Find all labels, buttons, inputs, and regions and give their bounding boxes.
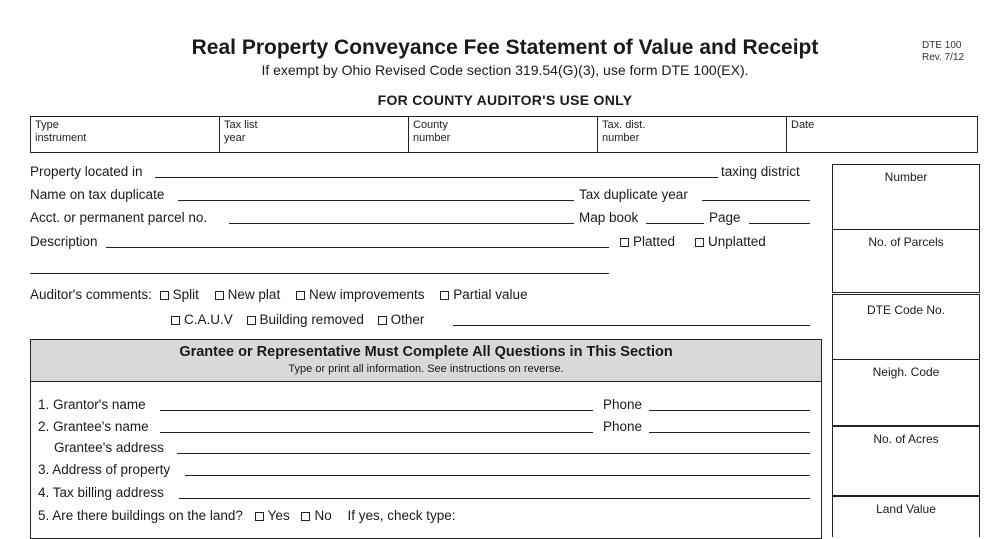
tax-billing-address-label: 4. Tax billing address bbox=[38, 485, 164, 500]
new-improvements-option[interactable] bbox=[296, 287, 425, 302]
cell-label: Tax. dist. bbox=[602, 119, 646, 131]
partial-value-checkbox[interactable] bbox=[440, 291, 449, 300]
neigh-code-box[interactable] bbox=[832, 360, 980, 426]
number-box[interactable] bbox=[832, 164, 980, 230]
cell-label: number bbox=[602, 132, 640, 144]
tax-billing-address-field[interactable] bbox=[179, 498, 810, 499]
grantee-phone-field[interactable] bbox=[649, 432, 810, 433]
unplatted-label: Unplatted bbox=[708, 234, 766, 249]
buildings-yes-checkbox[interactable] bbox=[255, 512, 264, 521]
grantor-phone-field[interactable] bbox=[649, 410, 810, 411]
grantee-name-label: 2. Grantee's name bbox=[38, 419, 149, 434]
grantor-name-label: 1. Grantor's name bbox=[38, 397, 146, 412]
building-removed-label: Building removed bbox=[259, 312, 364, 327]
grantee-address-field[interactable] bbox=[177, 453, 810, 454]
property-address-field[interactable] bbox=[185, 475, 810, 476]
form-title: Real Property Conveyance Fee Statement of Value and Receipt bbox=[191, 36, 819, 59]
cauv-label: C.A.U.V bbox=[184, 312, 233, 327]
form-revision: Rev. 7/12 bbox=[922, 52, 965, 63]
unplatted-checkbox[interactable] bbox=[695, 238, 704, 247]
dte-code-label: DTE Code No. bbox=[866, 303, 946, 317]
cauv-option[interactable] bbox=[171, 312, 233, 327]
map-book-label: Map book bbox=[579, 210, 639, 225]
description-field[interactable] bbox=[106, 247, 609, 248]
property-address-label: 3. Address of property bbox=[38, 462, 171, 477]
tax-duplicate-year-field[interactable] bbox=[702, 200, 810, 201]
other-label: Other bbox=[390, 312, 425, 327]
form-subtitle: If exempt by Ohio Revised Code section 319.54(G)(3), use form DTE 100(EX). bbox=[261, 62, 749, 78]
buildings-no-label: No bbox=[314, 508, 332, 523]
auditor-comments-label: Auditor's comments: bbox=[30, 287, 152, 302]
date-cell[interactable] bbox=[787, 117, 977, 152]
no-of-parcels-label: No. of Parcels bbox=[868, 235, 944, 249]
no-of-acres-box[interactable] bbox=[832, 426, 980, 496]
map-book-field[interactable] bbox=[646, 223, 704, 224]
new-improvements-checkbox[interactable] bbox=[296, 291, 305, 300]
buildings-question-label: 5. Are there buildings on the land? bbox=[38, 508, 243, 523]
other-checkbox[interactable] bbox=[378, 316, 387, 325]
buildings-no-option[interactable] bbox=[301, 508, 331, 523]
building-removed-option[interactable] bbox=[247, 312, 364, 327]
buildings-if-yes-label: If yes, check type: bbox=[347, 508, 456, 523]
tax-list-year-cell[interactable] bbox=[220, 117, 409, 152]
name-on-tax-duplicate-label: Name on tax duplicate bbox=[30, 187, 165, 202]
auditor-use-heading: FOR COUNTY AUDITOR'S USE ONLY bbox=[377, 92, 633, 108]
description-label: Description bbox=[30, 234, 98, 249]
platted-option[interactable] bbox=[620, 234, 675, 250]
cell-label: County bbox=[413, 119, 448, 131]
grantee-section-title: Grantee or Representative Must Complete All Questions in This Section bbox=[179, 344, 673, 360]
new-plat-label: New plat bbox=[227, 287, 281, 302]
cell-label: Date bbox=[791, 119, 815, 131]
grantee-section-subtitle: Type or print all information. See instructions on reverse. bbox=[288, 363, 564, 375]
county-number-cell[interactable] bbox=[409, 117, 598, 152]
auditor-comments-row bbox=[30, 287, 528, 303]
taxing-district-label: taxing district bbox=[721, 164, 800, 179]
tax-duplicate-year-label: Tax duplicate year bbox=[579, 187, 688, 202]
dte-code-box[interactable] bbox=[832, 294, 980, 360]
buildings-yes-option[interactable] bbox=[255, 508, 290, 523]
auditor-info-table bbox=[30, 116, 978, 153]
new-plat-checkbox[interactable] bbox=[215, 291, 224, 300]
description-field-line2[interactable] bbox=[30, 273, 609, 274]
grantee-name-field[interactable] bbox=[160, 432, 593, 433]
land-value-label: Land Value bbox=[876, 502, 936, 516]
auditor-comments-row-2 bbox=[171, 312, 424, 328]
cauv-checkbox[interactable] bbox=[171, 316, 180, 325]
property-located-label: Property located in bbox=[30, 164, 143, 179]
land-value-box[interactable] bbox=[832, 496, 980, 537]
building-removed-checkbox[interactable] bbox=[247, 316, 256, 325]
new-improvements-label: New improvements bbox=[308, 287, 425, 302]
split-checkbox[interactable] bbox=[160, 291, 169, 300]
name-on-tax-duplicate-field[interactable] bbox=[178, 200, 574, 201]
other-option[interactable] bbox=[378, 312, 425, 327]
unplatted-option[interactable] bbox=[695, 234, 766, 250]
number-box-label: Number bbox=[884, 170, 928, 184]
grantee-section-header bbox=[31, 340, 821, 382]
buildings-question-row bbox=[38, 508, 456, 524]
parcel-no-label: Acct. or permanent parcel no. bbox=[30, 210, 208, 225]
grantor-phone-label: Phone bbox=[603, 397, 643, 412]
type-instrument-cell[interactable] bbox=[31, 117, 220, 152]
cell-label: year bbox=[224, 132, 246, 144]
grantor-name-field[interactable] bbox=[160, 410, 593, 411]
property-located-field[interactable] bbox=[155, 177, 718, 178]
form-number: DTE 100 bbox=[922, 40, 962, 51]
split-option[interactable] bbox=[160, 287, 199, 302]
new-plat-option[interactable] bbox=[215, 287, 281, 302]
cell-label: instrument bbox=[35, 132, 87, 144]
platted-label: Platted bbox=[633, 234, 676, 249]
cell-label: Type bbox=[35, 119, 59, 131]
form-number-block bbox=[922, 40, 964, 64]
neigh-code-label: Neigh. Code bbox=[872, 365, 940, 379]
other-field[interactable] bbox=[453, 325, 810, 326]
page-field[interactable] bbox=[749, 223, 810, 224]
buildings-no-checkbox[interactable] bbox=[301, 512, 310, 521]
parcel-no-field[interactable] bbox=[229, 223, 574, 224]
grantee-address-label: Grantee's address bbox=[54, 440, 164, 455]
partial-value-label: Partial value bbox=[453, 287, 528, 302]
buildings-yes-label: Yes bbox=[267, 508, 290, 523]
no-of-parcels-box[interactable] bbox=[832, 230, 980, 293]
no-of-acres-label: No. of Acres bbox=[873, 432, 939, 446]
cell-label: Tax list bbox=[224, 119, 258, 131]
split-label: Split bbox=[172, 287, 199, 302]
tax-dist-number-cell[interactable] bbox=[598, 117, 787, 152]
page-label: Page bbox=[709, 210, 741, 225]
platted-checkbox[interactable] bbox=[620, 238, 629, 247]
partial-value-option[interactable] bbox=[440, 287, 527, 302]
grantee-phone-label: Phone bbox=[603, 419, 643, 434]
cell-label: number bbox=[413, 132, 451, 144]
